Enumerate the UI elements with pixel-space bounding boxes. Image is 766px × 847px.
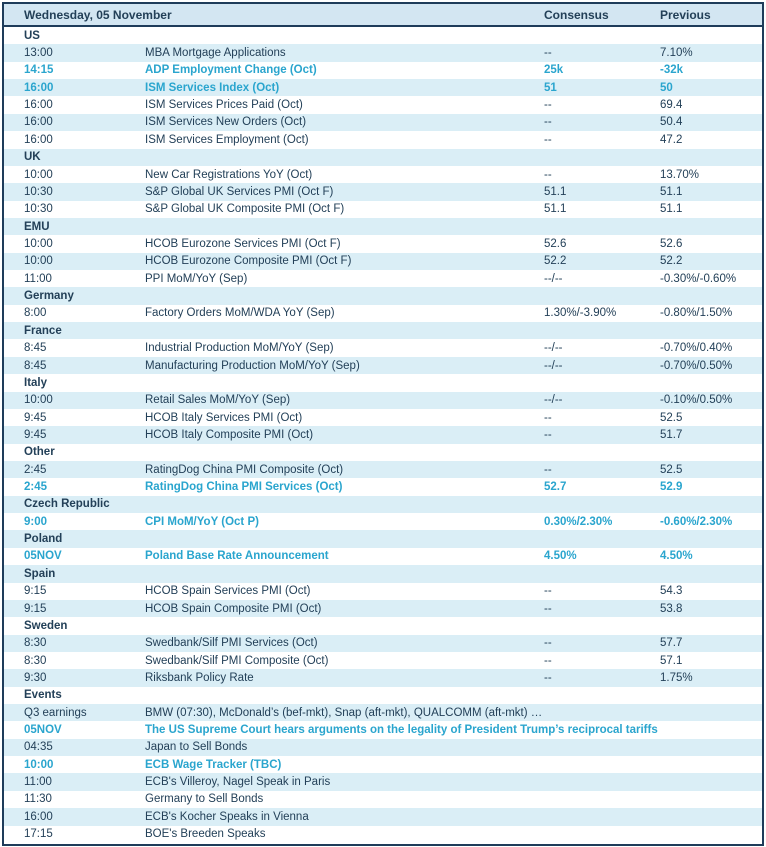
consensus-cell: -- [544,428,552,441]
event-row [4,235,762,252]
consensus-cell: --/-- [544,394,563,407]
event-cell: Poland Base Rate Announcement [145,550,329,563]
event-cell: Retail Sales MoM/YoY (Sep) [145,394,291,407]
time-cell: 10:00 [24,758,54,771]
previous-cell: 52.5 [660,463,683,476]
time-cell: 11:00 [24,776,52,789]
consensus-cell: 52.6 [544,237,567,250]
event-cell: HCOB Spain Composite PMI (Oct) [145,602,322,615]
section-label: Italy [24,376,48,389]
consensus-cell: 1.30%/-3.90% [544,307,617,320]
event-row [4,201,762,218]
event-cell: ECB Wage Tracker (TBC) [145,758,282,771]
section-label: Germany [24,290,74,303]
event-row [4,808,762,825]
event-row [4,253,762,270]
previous-cell: -0.70%/0.50% [660,359,733,372]
time-cell: 10:00 [24,255,53,268]
section-row [4,617,762,634]
time-cell: 9:30 [24,671,47,684]
event-cell: Japan to Sell Bonds [145,741,248,754]
time-cell: 13:00 [24,47,53,60]
section-row [4,687,762,704]
section-label: US [24,29,40,42]
table-header-row [4,4,762,27]
event-row [4,826,762,843]
event-cell: ISM Services Employment (Oct) [145,133,309,146]
time-cell: 14:15 [24,64,54,77]
previous-cell: -32k [660,64,684,77]
event-row [4,426,762,443]
previous-cell: 69.4 [660,99,683,112]
event-cell: PPI MoM/YoY (Sep) [145,272,248,285]
consensus-cell: -- [544,602,552,615]
consensus-cell: -- [544,637,552,650]
event-cell: ADP Employment Change (Oct) [145,64,317,77]
event-row [4,131,762,148]
event-cell: CPI MoM/YoY (Oct P) [145,515,259,528]
event-cell: Factory Orders MoM/WDA YoY (Sep) [145,307,335,320]
previous-cell: 1.75% [660,671,693,684]
previous-cell: 51.1 [660,185,683,198]
section-label: Other [24,446,55,459]
previous-cell: 53.8 [660,602,683,615]
section-label: Poland [24,533,63,546]
consensus-cell: 51 [544,81,557,94]
consensus-cell: 52.2 [544,255,567,268]
time-cell: 10:00 [24,394,53,407]
time-cell: 8:45 [24,342,47,355]
time-cell: 16:00 [24,133,53,146]
event-cell: Manufacturing Production MoM/YoY (Sep) [145,359,360,372]
event-row [4,600,762,617]
consensus-cell: -- [544,654,552,667]
previous-cell: 52.5 [660,411,683,424]
event-cell: Riksbank Policy Rate [145,671,254,684]
previous-cell: 13.70% [660,168,700,181]
event-row [4,583,762,600]
event-row [4,357,762,374]
consensus-cell: -- [544,585,552,598]
event-cell: RatingDog China PMI Services (Oct) [145,481,343,494]
table-body [4,27,762,843]
event-row [4,773,762,790]
time-cell: 10:30 [24,185,53,198]
event-cell: ECB's Kocher Speaks in Vienna [145,810,309,823]
time-cell: 17:15 [24,828,53,841]
event-cell: HCOB Italy Services PMI (Oct) [145,411,303,424]
economic-calendar-table [2,2,764,846]
event-cell: ISM Services Index (Oct) [145,81,280,94]
section-row [4,444,762,461]
time-cell: 8:30 [24,637,47,650]
consensus-cell: 4.50% [544,550,577,563]
event-row [4,756,762,773]
event-cell: Swedbank/Silf PMI Services (Oct) [145,637,318,650]
section-label: EMU [24,220,50,233]
previous-cell: 57.1 [660,654,683,667]
event-cell: S&P Global UK Services PMI (Oct F) [145,185,334,198]
consensus-cell: 25k [544,64,564,77]
previous-cell: 47.2 [660,133,683,146]
previous-cell: 54.3 [660,585,683,598]
time-cell: 2:45 [24,463,47,476]
time-cell: 16:00 [24,81,54,94]
event-row [4,791,762,808]
event-row [4,79,762,96]
consensus-cell: -- [544,47,552,60]
section-row [4,218,762,235]
event-row [4,704,762,721]
event-row [4,721,762,738]
previous-cell: 51.7 [660,428,683,441]
event-cell: HCOB Spain Services PMI (Oct) [145,585,311,598]
section-label: France [24,324,62,337]
time-cell: 16:00 [24,99,53,112]
consensus-cell: -- [544,99,552,112]
consensus-cell: 51.1 [544,185,567,198]
previous-cell: 50 [660,81,673,94]
consensus-cell: 0.30%/2.30% [544,515,613,528]
previous-cell: 52.6 [660,237,683,250]
event-row [4,513,762,530]
event-row [4,392,762,409]
event-row [4,652,762,669]
event-cell: ECB's Villeroy, Nagel Speak in Paris [145,776,331,789]
time-cell: 05NOV [24,550,62,563]
event-row [4,635,762,652]
consensus-cell: -- [544,133,552,146]
previous-cell: 52.2 [660,255,683,268]
previous-cell: -0.30%/-0.60% [660,272,737,285]
event-row [4,166,762,183]
previous-cell: 50.4 [660,116,683,129]
previous-cell: 7.10% [660,47,693,60]
time-cell: 10:00 [24,168,53,181]
consensus-cell: -- [544,671,552,684]
time-cell: 16:00 [24,810,53,823]
section-label: Spain [24,567,56,580]
event-row [4,96,762,113]
event-row [4,548,762,565]
previous-cell: 57.7 [660,637,683,650]
event-row [4,478,762,495]
event-row [4,305,762,322]
time-cell: 9:00 [24,515,48,528]
time-cell: 8:30 [24,654,47,667]
time-cell: 2:45 [24,481,48,494]
section-row [4,322,762,339]
event-cell: MBA Mortgage Applications [145,47,286,60]
time-cell: Q3 earnings [24,706,87,719]
section-row [4,530,762,547]
time-cell: 10:00 [24,237,53,250]
previous-cell: 52.9 [660,481,683,494]
event-cell: HCOB Eurozone Services PMI (Oct F) [145,237,341,250]
column-header-consensus: Consensus [544,7,609,22]
section-row [4,496,762,513]
section-label: Events [24,689,62,702]
previous-cell: -0.70%/0.40% [660,342,733,355]
time-cell: 05NOV [24,724,62,737]
consensus-cell: --/-- [544,272,563,285]
time-cell: 16:00 [24,116,53,129]
consensus-cell: -- [544,168,552,181]
event-cell: Swedbank/Silf PMI Composite (Oct) [145,654,329,667]
event-row [4,461,762,478]
event-row [4,409,762,426]
previous-cell: -0.60%/2.30% [660,515,733,528]
event-cell: ISM Services Prices Paid (Oct) [145,99,303,112]
event-cell: BOE's Breeden Speaks [145,828,266,841]
column-header-previous: Previous [660,7,711,22]
previous-cell: -0.80%/1.50% [660,307,733,320]
time-cell: 9:45 [24,428,47,441]
section-row [4,149,762,166]
section-label: Czech Republic [24,498,110,511]
consensus-cell: -- [544,463,552,476]
time-cell: 9:15 [24,585,47,598]
time-cell: 11:00 [24,272,52,285]
event-row [4,270,762,287]
section-row [4,27,762,44]
section-row [4,565,762,582]
event-cell: New Car Registrations YoY (Oct) [145,168,313,181]
event-cell: BMW (07:30), McDonald’s (bef-mkt), Snap (aft-mkt), QUALCOMM (aft-mkt) … [145,706,543,719]
event-row [4,669,762,686]
event-cell: ISM Services New Orders (Oct) [145,116,307,129]
consensus-cell: -- [544,411,552,424]
time-cell: 10:30 [24,203,53,216]
event-cell: Germany to Sell Bonds [145,793,264,806]
time-cell: 9:45 [24,411,47,424]
consensus-cell: 52.7 [544,481,567,494]
previous-cell: 4.50% [660,550,693,563]
section-label: Sweden [24,619,68,632]
consensus-cell: -- [544,116,552,129]
time-cell: 8:00 [24,307,47,320]
event-row [4,183,762,200]
event-cell: HCOB Eurozone Composite PMI (Oct F) [145,255,352,268]
time-cell: 8:45 [24,359,47,372]
event-row [4,339,762,356]
section-row [4,287,762,304]
event-cell: HCOB Italy Composite PMI (Oct) [145,428,314,441]
event-cell: Industrial Production MoM/YoY (Sep) [145,342,334,355]
event-cell: RatingDog China PMI Composite (Oct) [145,463,344,476]
consensus-cell: 51.1 [544,203,567,216]
event-row [4,44,762,61]
event-row [4,739,762,756]
consensus-cell: --/-- [544,359,563,372]
event-row [4,62,762,79]
time-cell: 9:15 [24,602,47,615]
event-row [4,114,762,131]
table-date-title: Wednesday, 05 November [24,7,172,22]
consensus-cell: --/-- [544,342,563,355]
section-label: UK [24,151,41,164]
previous-cell: 51.1 [660,203,683,216]
previous-cell: -0.10%/0.50% [660,394,733,407]
event-cell: S&P Global UK Composite PMI (Oct F) [145,203,345,216]
time-cell: 04:35 [24,741,53,754]
section-row [4,374,762,391]
event-cell: The US Supreme Court hears arguments on the legality of President Trump’s reciprocal tariffs [145,724,658,737]
time-cell: 11:30 [24,793,52,806]
